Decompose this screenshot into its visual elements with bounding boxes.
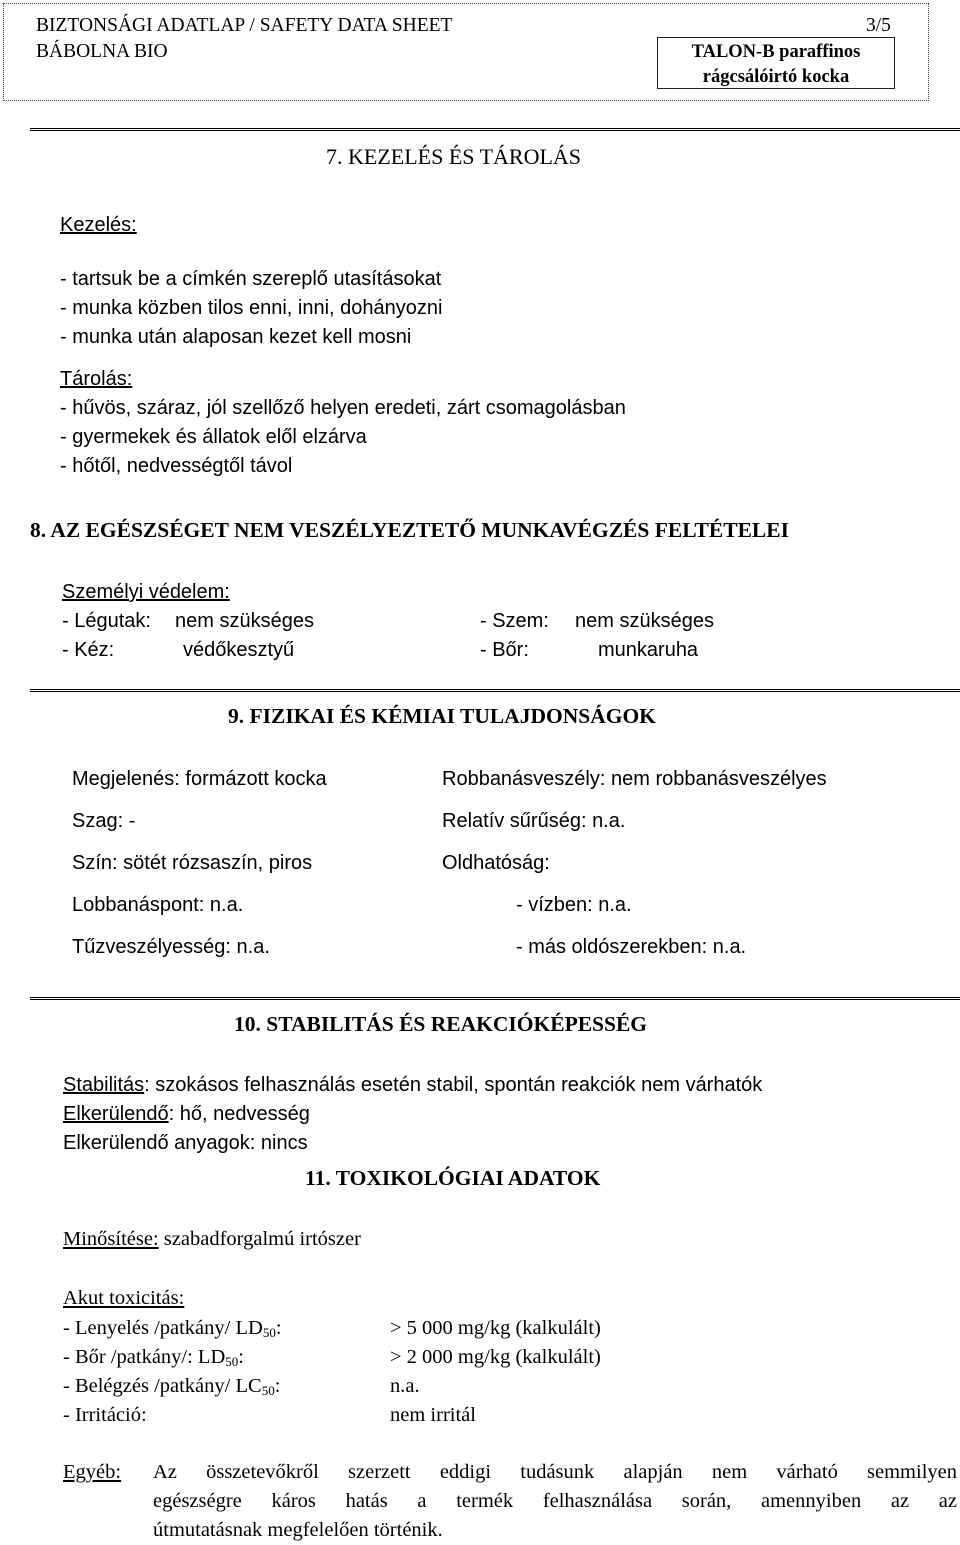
section-8-title: 8. AZ EGÉSZSÉGET NEM VESZÉLYEZTETŐ MUNKAVÉGZÉS FELTÉTELEI bbox=[30, 518, 789, 542]
section-divider bbox=[30, 689, 960, 692]
color: Szín: sötét rózsaszín, piros bbox=[72, 852, 313, 874]
odor: Szag: - bbox=[72, 810, 136, 832]
dermal-value: > 2 000 mg/kg (kalkulált) bbox=[390, 1346, 601, 1368]
classification-label: Minősítése: bbox=[63, 1228, 159, 1250]
inhalation-text: - Belégzés /patkány/ LC bbox=[63, 1375, 262, 1397]
eyes-value: nem szükséges bbox=[575, 610, 714, 632]
dermal-label bbox=[63, 1345, 244, 1370]
skin-value: munkaruha bbox=[598, 639, 699, 661]
subscript-50: 50 bbox=[261, 1383, 275, 1398]
solubility-solvents: - más oldószerekben: n.a. bbox=[516, 936, 747, 958]
storage-label: Tárolás: bbox=[60, 368, 133, 390]
subscript-50: 50 bbox=[225, 1354, 239, 1369]
handling-item: - tartsuk be a címkén szereplő utasításokat bbox=[60, 268, 442, 290]
subscript-50: 50 bbox=[262, 1325, 276, 1340]
document-title: BIZTONSÁGI ADATLAP / SAFETY DATA SHEET bbox=[36, 15, 453, 36]
section-divider bbox=[30, 997, 960, 1000]
acute-toxicity-label: Akut toxicitás: bbox=[63, 1287, 185, 1309]
solubility-label: Oldhatóság: bbox=[442, 852, 550, 874]
avoid-text: : hő, nedvesség bbox=[168, 1103, 310, 1125]
handling-item: - munka után alaposan kezet kell mosni bbox=[60, 326, 412, 348]
handling-label: Kezelés: bbox=[60, 214, 137, 236]
handling-item: - munka közben tilos enni, inni, dohányozni bbox=[60, 297, 443, 319]
page-number: 3/5 bbox=[866, 15, 891, 36]
appearance: Megjelenés: formázott kocka bbox=[72, 768, 327, 790]
stability-text: : szokásos felhasználás esetén stabil, spontán reakciók nem várhatók bbox=[144, 1074, 763, 1096]
oral-label bbox=[63, 1316, 282, 1341]
other-line-1: Az összetevőkről szerzett eddigi tudásunk alapján nem várható semmilyen bbox=[153, 1461, 957, 1483]
storage-item: - hőtől, nedvességtől távol bbox=[60, 455, 293, 477]
classification-value: szabadforgalmú irtószer bbox=[158, 1228, 361, 1250]
product-name-line1: TALON-B paraffinos bbox=[691, 42, 861, 62]
classification-line bbox=[63, 1227, 361, 1252]
product-name-line2: rágcsálóirtó kocka bbox=[702, 66, 850, 87]
airways-value: nem szükséges bbox=[175, 610, 314, 632]
avoid-line bbox=[63, 1102, 310, 1126]
oral-text: - Lenyelés /patkány/ LD bbox=[63, 1317, 263, 1339]
avoid-materials: Elkerülendő anyagok: nincs bbox=[63, 1132, 308, 1154]
inhalation-value: n.a. bbox=[390, 1375, 420, 1397]
irritation-label: - Irritáció: bbox=[63, 1404, 147, 1426]
section-divider bbox=[30, 128, 960, 131]
oral-value: > 5 000 mg/kg (kalkulált) bbox=[390, 1317, 601, 1339]
airways-label: - Légutak: bbox=[62, 610, 151, 632]
avoid-label: Elkerülendő bbox=[63, 1103, 169, 1125]
other-line-3: útmutatásnak megfelelően történik. bbox=[153, 1519, 443, 1541]
flash-point: Lobbanáspont: n.a. bbox=[72, 894, 244, 916]
section-11-title: 11. TOXIKOLÓGIAI ADATOK bbox=[305, 1166, 601, 1190]
eyes-label: - Szem: bbox=[480, 610, 549, 632]
fire-hazard: Tűzveszélyesség: n.a. bbox=[72, 936, 270, 958]
section-10-title: 10. STABILITÁS ÉS REAKCIÓKÉPESSÉG bbox=[234, 1012, 648, 1036]
section-7-title: 7. KEZELÉS ÉS TÁROLÁS bbox=[326, 144, 582, 169]
explosion-hazard: Robbanásveszély: nem robbanásveszélyes bbox=[442, 768, 827, 790]
hands-value: védőkesztyű bbox=[183, 639, 295, 661]
skin-label: - Bőr: bbox=[480, 639, 529, 661]
inhalation-label bbox=[63, 1374, 280, 1399]
stability-line bbox=[63, 1073, 762, 1097]
dermal-text: - Bőr /patkány/: LD bbox=[63, 1346, 226, 1368]
solubility-water: - vízben: n.a. bbox=[516, 894, 632, 916]
storage-item: - hűvös, száraz, jól szellőző helyen eredeti, zárt csomagolásban bbox=[60, 397, 626, 419]
colon: : bbox=[274, 1375, 281, 1397]
other-label: Egyéb: bbox=[63, 1461, 122, 1483]
hands-label: - Kéz: bbox=[62, 639, 115, 661]
personal-protection-label: Személyi védelem: bbox=[62, 581, 230, 603]
colon: : bbox=[275, 1317, 282, 1339]
irritation-value: nem irritál bbox=[390, 1404, 476, 1426]
storage-item: - gyermekek és állatok elől elzárva bbox=[60, 426, 367, 448]
relative-density: Relatív sűrűség: n.a. bbox=[442, 810, 626, 832]
section-9-title: 9. FIZIKAI ÉS KÉMIAI TULAJDONSÁGOK bbox=[228, 704, 656, 728]
stability-label: Stabilitás bbox=[63, 1074, 145, 1096]
company-name: BÁBOLNA BIO bbox=[36, 41, 168, 62]
other-line-2: egészségre káros hatás a termék felhasználása során, amennyiben az az bbox=[153, 1490, 957, 1512]
colon: : bbox=[238, 1346, 244, 1368]
product-name-box bbox=[657, 37, 895, 89]
